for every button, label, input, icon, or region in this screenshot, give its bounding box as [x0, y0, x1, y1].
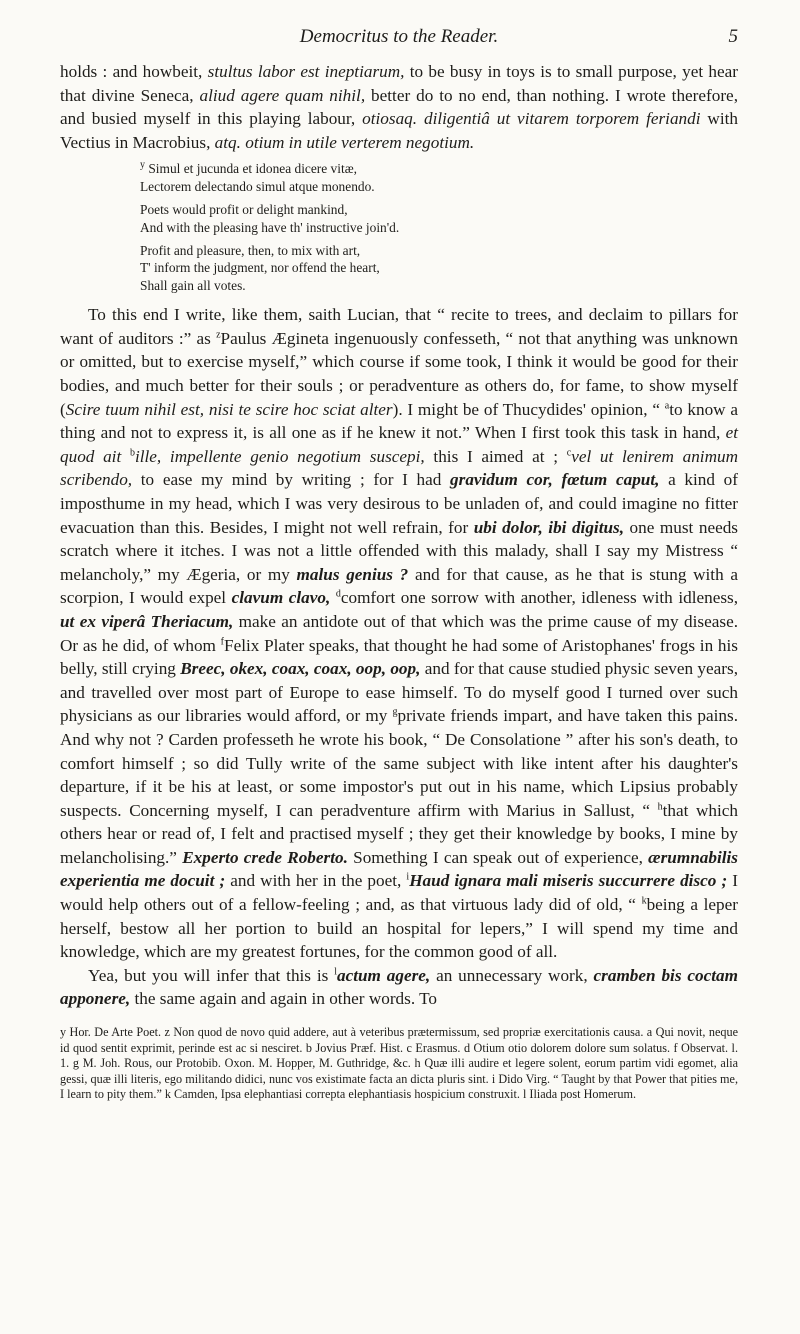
latin-phrase: ut ex viperâ Theriacum, — [60, 611, 234, 631]
paragraph-2: To this end I write, like them, saith Lucian, that “ recite to trees, and declaim to pillars for want of auditors :” as $^z$Paulus Ægineta ingenuously confesseth, “ not that anything was unknown or omitted, but to exercise myself,” which course if some took, I think it would be good for their bodies, and much better for their souls ; or peradventure as others do, for fame, to show myself (Scire tuum nihil est, nisi te scire hoc sciat alter). I might be of Thucydides' opinion, “ $^a$to know a thing and not to express it, is all one as if he knew it not.” When I first took this task in hand, et quod ait $^b$ille, impellente genio negotium suscepi, this I aimed at ; $^c$vel ut lenirem animum scribendo, to ease my mind by writing ; for I had gravidum cor, fœtum caput, a kind of imposthume in my head, which I was very desirous to be unladen of, and could imagine no fitter evacuation than this. Besides, I might not well refrain, for ubi dolor, ibi digitus, one must needs scratch where it itches. I was not a little offended with this malady, shall I say my Mistress “ melancholy,” my Ægeria, or my malus genius ? and for that cause, as he that is stung with a scorpion, I would expel clavum clavo, $^d$comfort one sorrow with another, idleness with idleness, ut ex viperâ Theriacum, make an antidote out of that which was the prime cause of my disease. Or as he did, of whom $^f$Felix Plater speaks, that thought he had some of Aristophanes' frogs in his belly, still crying Breec, okex, coax, coax, oop, oop, and for that cause studied physic seven years, and travelled over most part of Europe to ease himself. To do myself good I turned over such physicians as our libraries would afford, or my $^g$private friends impart, and have taken this pains. And why not ? Carden professeth he wrote his book, “ De Consolatione ” after his son's death, to comfort himself ; so did Tully write of the same subject with like intent after his daughter's departure, if it be his at least, or some impostor's put out in his name, which Lipsius probably suspects. Concerning myself, I can peradventure affirm with Marius in Sallust, “ $^h$that which others hear or read of, I felt and practised myself ; they get their knowledge by books, I mine by melancholising.” Experto crede Roberto. Something I can speak out of experience, ærumnabilis experientia me docuit ; and with her in the poet, $^i$Haud ignara mali miseris succurrere disco ; I would help others out of a fellow-feeling ; and, as that virtuous lady did of old, “ $^k$being a leper herself, bestow all her portion to build an hospital for lepers,” I will spend my time and knowledge, which are my greatest fortunes, for the common good of all. — [60, 305, 739, 962]
verse-line: Poets would profit or delight mankind, — [140, 202, 348, 218]
text-run: to be busy in toys is to small purpose, yet hear that divine Seneca, — [60, 62, 738, 105]
footnote-marker: i — [406, 871, 410, 883]
footnote-marker: z — [216, 329, 221, 341]
footnote-marker: h — [657, 800, 663, 812]
footnote-marker: g — [392, 706, 398, 718]
latin-phrase: atq. otium in utile verterem negotium. — [214, 132, 475, 152]
latin-phrase: Scire tuum nihil est, nisi te scire hoc sciat alter — [65, 399, 393, 419]
footnote-marker: l — [334, 966, 337, 978]
verse-quotation — [140, 160, 738, 294]
latin-phrase: stultus labor est ineptiarum, — [207, 62, 405, 81]
footnote-marker: a — [664, 399, 670, 411]
latin-phrase: clavum clavo, — [231, 588, 331, 608]
footnote-marker: f — [220, 635, 225, 647]
text-run: with Vectius in Macrobius, — [60, 109, 738, 152]
latin-phrase: vel ut lenirem animum scribendo, — [60, 446, 738, 490]
verse-line: $^y$ Simul et jucunda et idonea dicere vitæ, — [140, 159, 357, 177]
latin-phrase: aliud agere quam nihil, — [199, 85, 366, 105]
footnote-marker: b — [129, 447, 135, 459]
latin-phrase: Breec, okex, coax, coax, oop, oop, — [180, 659, 421, 679]
footnote-marker: d — [335, 588, 341, 600]
running-header — [60, 0, 738, 60]
latin-phrase: Haud ignara mali miseris succurrere disco ; — [409, 871, 728, 891]
footnote-block: y Hor. De Arte Poet. z Non quod de novo quid addere, aut à veteribus prætermissum, sed propriæ exercitationis causa. a Qui novit, neque id quod sentit exprimit, perinde est ac si nesciret. b Jovius Præf. Hist. c Erasmus. d Otium otio dolorem dolore sum solatus. f Observat. l. 1. g M. Joh. Rous, our Protobib. Oxon. M. Hopper, M. Guthridge, &c. h Quæ illi audire et legere solent, eorum partim vidi egomet, alia gessi, quæ illi literis, ego militando didici, nunc vos existimate facta an dicta pluris sint. i Dido Virg. “ Taught by that Power that pities me, I learn to pity them.” k Camden, Ipsa elephantiasi correpta elephantiasis hospicium construxit. l Iliada post Homerum. — [60, 1025, 738, 1102]
latin-phrase: cramben bis coctam apponere, — [60, 965, 738, 1009]
text-run: better do to no end, than nothing. I wrote therefore, and busied myself in this playing labour, — [60, 85, 738, 129]
running-title: Democritus to the Reader. — [299, 26, 499, 47]
verse-line: And with the pleasing have th' instructive join'd. — [140, 219, 400, 235]
verse-line: Lectorem delectando simul atque monendo. — [140, 178, 375, 194]
text-run: holds : and howbeit, — [60, 62, 208, 81]
verse-line: Profit and pleasure, then, to mix with art, — [140, 243, 361, 258]
page-number: 5 — [728, 26, 738, 47]
paragraph-3: Yea, but you will infer that this is $^l$actum agere, an unnecessary work, cramben bis coctam apponere, the same again and again in other words. To — [60, 965, 738, 1009]
footnote-marker: k — [641, 895, 647, 907]
latin-phrase: malus genius ? — [296, 564, 409, 584]
latin-phrase: ille, impellente genio negotium suscepi, — [134, 446, 425, 466]
latin-phrase: otiosaq. diligentiâ ut vitarem torporem feriandi — [362, 109, 701, 129]
paragraph-1 — [60, 60, 738, 154]
latin-phrase: gravidum cor, fœtum caput, — [450, 470, 660, 490]
latin-phrase: ubi dolor, ibi digitus, — [473, 517, 625, 537]
verse-line: T' inform the judgment, nor offend the heart, — [140, 260, 380, 276]
latin-phrase: Experto crede Roberto. — [182, 847, 348, 867]
latin-phrase: ærumnabilis experientia me docuit ; — [60, 847, 738, 891]
footnote-marker: y — [140, 159, 145, 171]
footnote-marker: c — [566, 447, 572, 459]
footnotes — [60, 1025, 738, 1103]
latin-phrase: et quod ait — [60, 423, 738, 466]
verse-line: Shall gain all votes. — [140, 277, 246, 293]
body-text — [60, 60, 738, 1011]
latin-phrase: actum agere, — [336, 965, 431, 985]
